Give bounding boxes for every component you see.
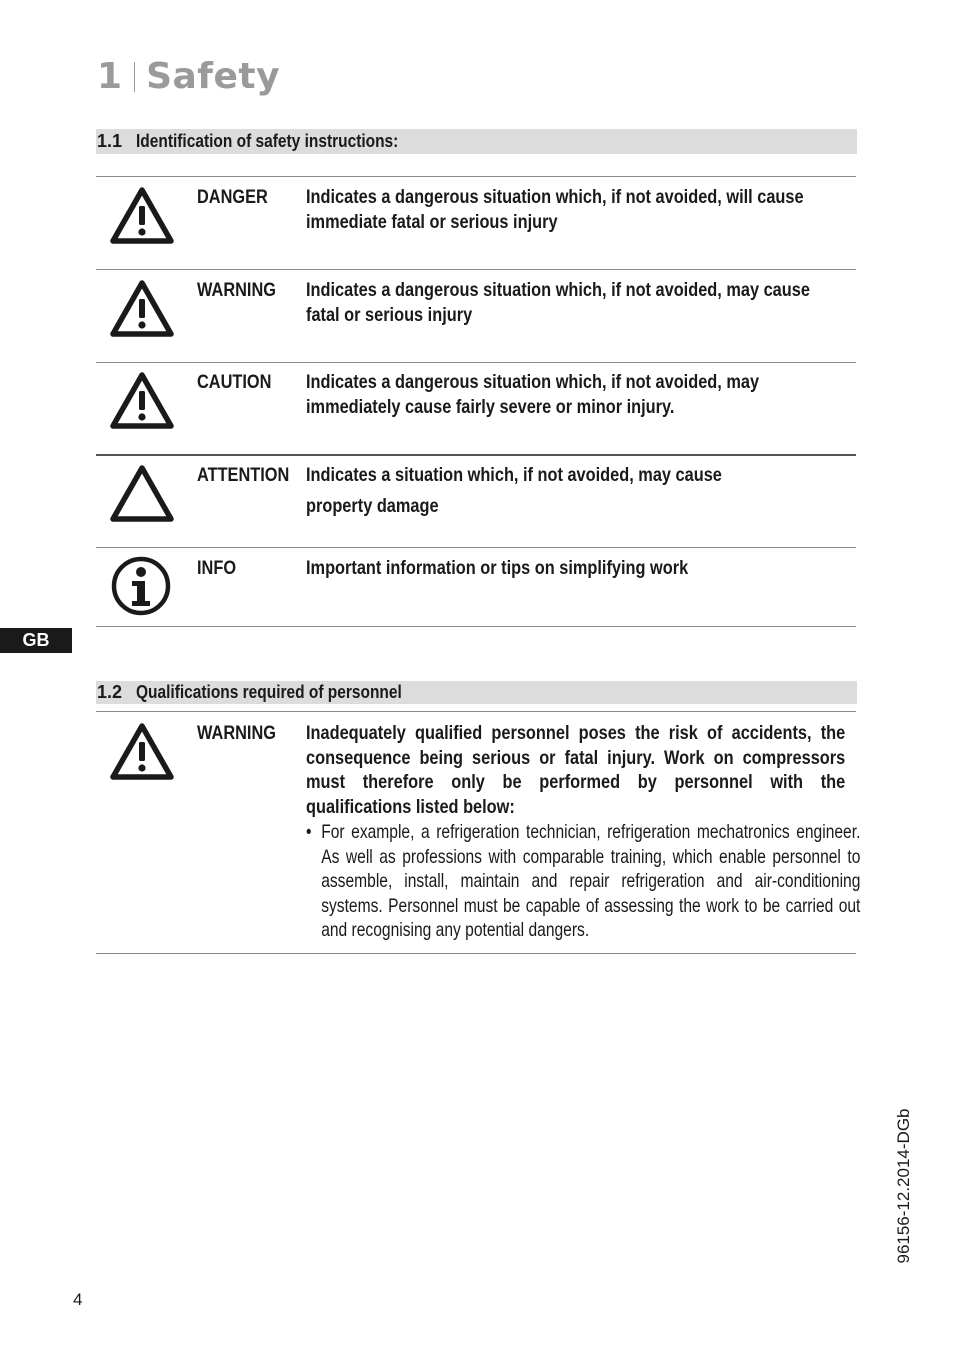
table-divider (96, 711, 856, 712)
table-divider (96, 626, 856, 627)
description-line: Indicates a situation which, if not avoided, may cause (306, 465, 722, 486)
safety-row-attention (96, 464, 856, 546)
chapter-separator (134, 62, 136, 92)
description-line: fatal or serious injury (306, 304, 473, 326)
signal-word-description (306, 279, 934, 328)
signal-word-label: ATTENTION (197, 465, 290, 486)
description-line: immediate fatal or serious injury (306, 211, 558, 233)
warning-paragraph: Inadequately qualified personnel poses the risk of accidents, the consequence being serious or fatal injury. Work on compressors must therefore only be performed by personnel with the qualifications listed below: (306, 723, 846, 818)
description-line: Indicates a dangerous situation which, if not avoided, may cause (306, 280, 810, 301)
safety-row-danger (96, 186, 856, 268)
signal-word-label: DANGER (197, 187, 268, 208)
table-divider (96, 176, 856, 177)
document-id: 96156-12.2014-DGb (894, 1108, 913, 1264)
signal-word-description (306, 186, 934, 235)
description-line: property damage (306, 495, 439, 517)
safety-row-warning (96, 279, 856, 361)
page-number: 4 (73, 1290, 83, 1309)
section-heading-1-2 (96, 681, 857, 704)
chapter-name: Safety (146, 56, 281, 97)
table-divider (96, 953, 856, 954)
section-heading-1-1 (96, 129, 857, 154)
description-line: Indicates a dangerous situation which, if not avoided, will cause (306, 187, 804, 208)
qualification-warning-row (96, 722, 861, 947)
signal-word-description (306, 557, 934, 582)
section-number: 1.1 (97, 131, 123, 151)
bullet-icon: • (306, 821, 312, 843)
table-divider (96, 547, 856, 548)
safety-row-caution (96, 371, 856, 453)
table-divider (96, 362, 856, 363)
info-circle-icon (110, 555, 172, 617)
signal-word-label: INFO (197, 558, 237, 579)
qualification-bullet (306, 820, 861, 943)
signal-word-label: CAUTION (197, 372, 272, 393)
table-divider (96, 269, 856, 270)
language-tab: GB (0, 628, 72, 653)
table-divider (96, 454, 856, 456)
section-title: Identification of safety instructions: (136, 131, 399, 151)
triangle-outline-icon (109, 464, 175, 522)
warning-triangle-icon (109, 279, 175, 337)
warning-text (306, 722, 846, 820)
description-line: Important information or tips on simplifying work (306, 558, 689, 579)
warning-triangle-icon (109, 186, 175, 244)
safety-row-info (96, 557, 856, 625)
section-title: Qualifications required of personnel (136, 682, 402, 702)
signal-word-description (306, 464, 934, 519)
signal-word-label: WARNING (197, 280, 276, 301)
section-number: 1.2 (97, 682, 123, 702)
chapter-title (97, 56, 280, 97)
description-line: Indicates a dangerous situation which, if not avoided, may (306, 372, 760, 393)
chapter-number: 1 (97, 56, 123, 97)
description-line: immediately cause fairly severe or minor injury. (306, 396, 675, 418)
warning-triangle-icon (109, 722, 175, 780)
signal-word-label: WARNING (197, 723, 276, 744)
bullet-text: For example, a refrigeration technician, refrigeration mechatronics engineer. As well as professions with comparable training, which enable personnel to assemble, install, maintain and repair refrigeration and air-conditioning systems. Personnel must be capable of assessing the work to be carried out and recognising any potential dangers. (321, 821, 861, 941)
signal-word-description (306, 371, 934, 420)
warning-triangle-icon (109, 371, 175, 429)
